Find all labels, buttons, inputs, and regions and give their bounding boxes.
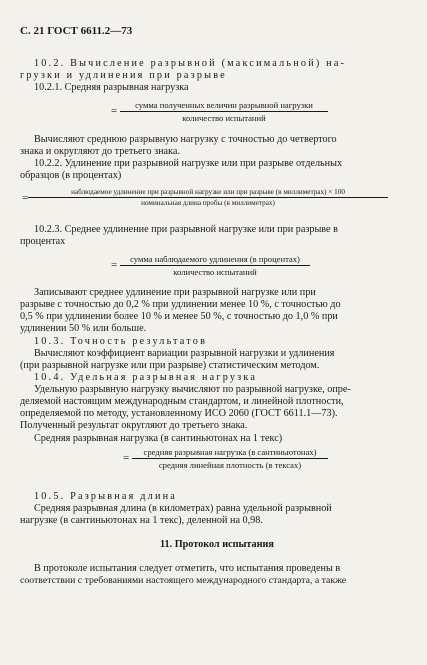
formula-4-denominator: средняя линейная плотность (в тексах) xyxy=(158,460,302,470)
page-header: С. 21 ГОСТ 6611.2—73 xyxy=(20,25,133,37)
paragraph-3-line2: (при разрывной нагрузке или при разрыве) статистическим методом. xyxy=(20,360,320,371)
paragraph-7-line1: В протоколе испытания следует отметить, что испытания проведены в xyxy=(34,563,341,574)
section-10-2-2-line2: образцов (в процентах) xyxy=(20,170,122,181)
formula-specific-load xyxy=(132,447,328,470)
paragraph-6-line2: нагрузке (в сантиньютонах на 1 текс), деленной на 0,98. xyxy=(20,515,263,526)
section-10-2-title-line1: 10.2. Вычисление разрывной (максимальной) на- xyxy=(34,58,347,69)
paragraph-4-line3: определяемой по методу, установленному ИСО 2060 (ГОСТ 6611.1—73). xyxy=(20,408,338,419)
formula-elongation xyxy=(28,188,388,207)
formula-3-denominator: количество испытаний xyxy=(173,267,257,277)
formula-2-numerator: наблюдаемое удлинение при разрывной нагрузке или при разрыве (в миллиметрах) × 100 xyxy=(28,188,388,198)
section-10-4-title: 10.4. Удельная разрывная нагрузка xyxy=(34,372,258,383)
paragraph-1-line1: Вычисляют среднюю разрывную нагрузку с точностью до четвертого xyxy=(34,134,337,145)
section-10-2-3-line2: процентах xyxy=(20,236,66,247)
equals-sign-4: = xyxy=(123,452,130,464)
section-10-2-3-line1: 10.2.3. Среднее удлинение при разрывной нагрузке или при разрыве в xyxy=(34,224,338,235)
section-10-3-title: 10.3. Точность результатов xyxy=(34,336,208,347)
equals-sign-2: = xyxy=(22,192,29,204)
formula-average-load xyxy=(120,100,328,123)
paragraph-4-line2: деляемой настоящим международным стандартом, и линейной плотности, xyxy=(20,396,344,407)
formula-average-elongation xyxy=(120,254,310,277)
formula-4-numerator: средняя разрывная нагрузка (в сантиньютонах) xyxy=(132,447,328,459)
paragraph-2-line4: удлинении 50 % или больше. xyxy=(20,323,147,334)
paragraph-5: Средняя разрывная нагрузка (в сантиньютонах на 1 текс) xyxy=(34,433,283,444)
formula-3-numerator: сумма наблюдаемого удлинения (в процентах) xyxy=(120,254,310,266)
paragraph-4-line1: Удельную разрывную нагрузку вычисляют по разрывной нагрузке, опре- xyxy=(34,384,351,395)
formula-2-denominator: номинальная длина пробы (в миллиметрах) xyxy=(141,199,275,207)
section-11-title: 11. Протокол испытания xyxy=(160,539,274,550)
paragraph-7-line2: соответствии с требованиями настоящего международного стандарта, а также xyxy=(20,575,347,586)
paragraph-2-line3: 0,5 % при удлинении более 10 % и менее 50 %, с точностью до 1,0 % при xyxy=(20,311,338,322)
paragraph-1-line2: знака и округляют до третьего знака. xyxy=(20,146,180,157)
paragraph-3-line1: Вычисляют коэффициент вариации разрывной нагрузки и удлинения xyxy=(34,348,335,359)
paragraph-4-line4: Полученный результат округляют до третьего знака. xyxy=(20,420,248,431)
section-10-2-2-line1: 10.2.2. Удлинение при разрывной нагрузке или при разрыве отдельных xyxy=(34,158,343,169)
section-10-2-1-heading: 10.2.1. Средняя разрывная нагрузка xyxy=(34,82,189,93)
paragraph-2-line1: Записывают среднее удлинение при разрывной нагрузке или при xyxy=(34,287,316,298)
formula-1-numerator: сумма полученных величин разрывной нагрузки xyxy=(120,100,328,112)
equals-sign-1: = xyxy=(111,105,118,117)
formula-1-denominator: количество испытаний xyxy=(182,113,266,123)
equals-sign-3: = xyxy=(111,259,118,271)
section-10-2-title-line2: грузки и удлинения при разрыве xyxy=(20,70,227,81)
paragraph-2-line2: разрыве с точностью до 0,2 % при удлинении менее 10 %, с точностью до xyxy=(20,299,341,310)
section-10-5-title: 10.5. Разрывная длина xyxy=(34,491,177,502)
paragraph-6-line1: Средняя разрывная длина (в километрах) равна удельной разрывной xyxy=(34,503,332,514)
